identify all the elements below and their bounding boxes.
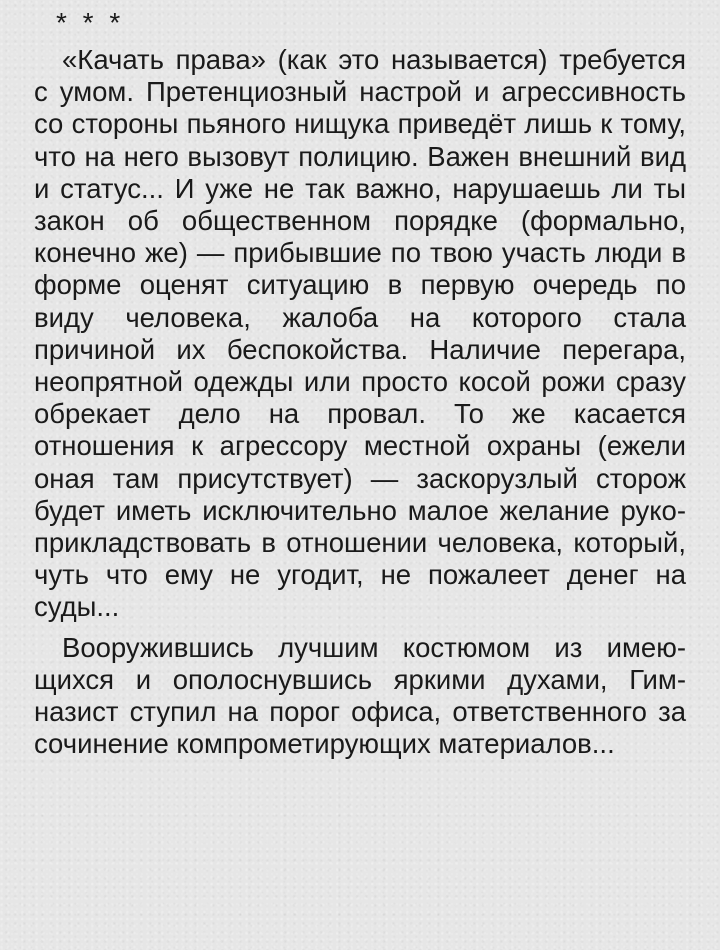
paragraph-2: Вооружившись лучшим костюмом из имеющихся и ополоснувшись яркими духами, Гимназист ступил на порог офиса, ответственного за сочинение компрометирующих материалов... [34, 631, 686, 760]
section-separator: * * * [56, 7, 125, 38]
paragraph-1: «Качать права» (как это называется) требуется с умом. Претенциозный настрой и агрессивность со стороны пьяного нищука приведёт лишь к тому, что на него вызовут полицию. Важен внешний вид и статус... И уже не так важно, нарушаешь ли ты закон об общественном порядке (формально, конечно же) — прибывшие по твою участь люди в форме оценят ситуацию в первую очередь по виду человека, жалоба на которого стала причиной их беспокойства. Наличие перегара, неопрятной одежды или просто косой рожи сразу обрекает дело на провал. То же касается отношения к агрессору местной охраны (ежели оная там присутствует) — заскорузлый сторож будет иметь исключительно малое желание рукоприкладствовать в отношении человека, который, чуть что ему не угодит, не пожалеет денег на суды... [34, 44, 686, 623]
